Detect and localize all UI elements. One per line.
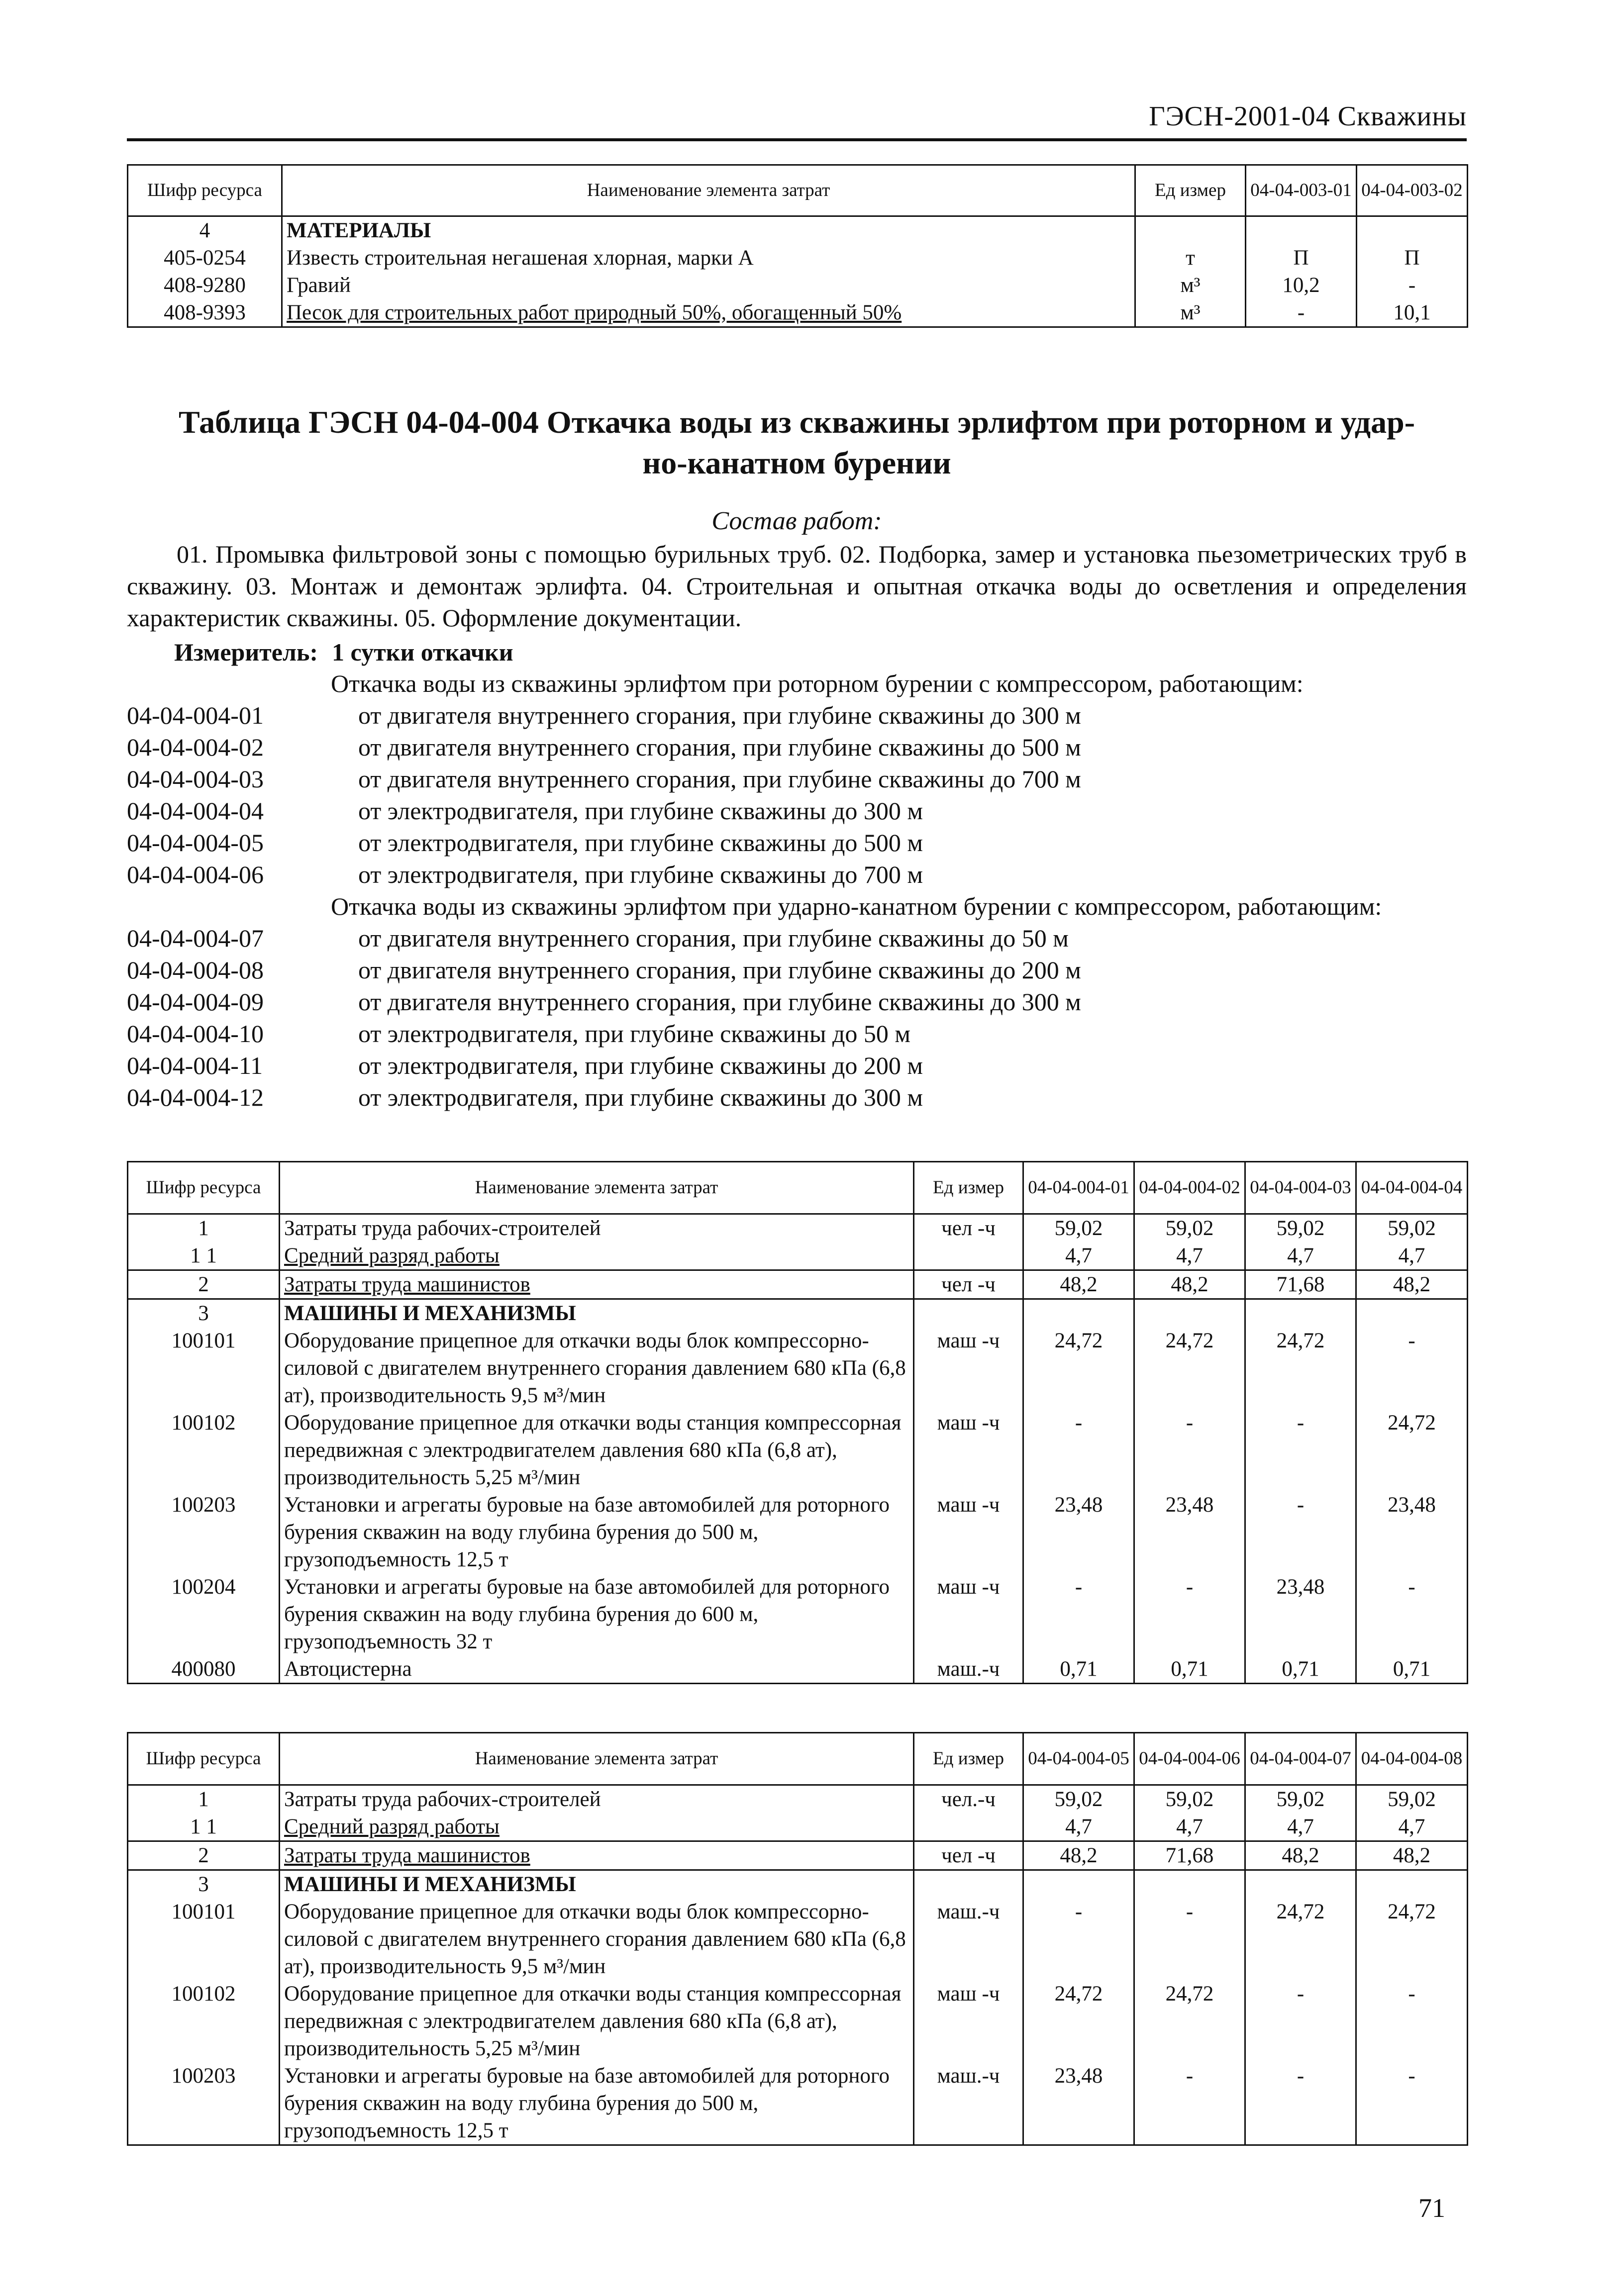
norm-value: - [1134, 1409, 1245, 1491]
resource-name: Гравий [282, 272, 1135, 299]
resource-unit: м³ [1135, 272, 1246, 299]
table-row [128, 1299, 1468, 1328]
resource-code: 2 [128, 1270, 280, 1299]
table-row [128, 1491, 1468, 1573]
norm-description: от электродвигателя, при глубине скважины до 300 м [358, 797, 923, 825]
table-row [128, 272, 1468, 299]
list-item [127, 699, 1467, 731]
resource-unit: чел -ч [914, 1270, 1023, 1299]
materials-table [127, 164, 1468, 328]
norm-description: от двигателя внутреннего сгорания, при глубине скважины до 200 м [358, 956, 1081, 984]
norm-description: от электродвигателя, при глубине скважины до 200 м [358, 1052, 923, 1079]
norm-description: от двигателя внутреннего сгорания, при глубине скважины до 50 м [358, 924, 1069, 952]
col-header-name: Наименование элемента затрат [280, 1162, 914, 1214]
norm-value: 24,72 [1356, 1409, 1468, 1491]
norm-value: - [1023, 1409, 1134, 1491]
resource-name: Оборудование прицепное для откачки воды блок компрессорно-силовой с двигателем внутреннего сгорания давлением 680 кПа (6,8 ат), производительность 9,5 м³/мин [280, 1327, 914, 1409]
composition-heading: Состав работ: [711, 507, 882, 535]
composition-text: 01. Промывка фильтровой зоны с помощью бурильных труб. 02. Подборка, замер и установка пьезометрических труб в скважину. 03. Монтаж и демонтаж эрлифта. 04. Строительная и опытная откачка воды до осветления и определения характеристик скважины. 05. Оформление документации. [127, 540, 1467, 632]
norm-value: 0,71 [1356, 1655, 1468, 1684]
norm-value: - [1356, 1980, 1468, 2062]
norm-value: - [1134, 1573, 1245, 1655]
norm-value: - [1245, 2062, 1356, 2145]
resources-table-1 [127, 1161, 1468, 1684]
norm-value: 23,48 [1134, 1491, 1245, 1573]
measure-value: 1 сутки откачки [332, 638, 513, 666]
list-item [127, 1081, 1467, 1113]
norm-value: П [1357, 244, 1468, 272]
resource-unit: чел -ч [914, 1841, 1023, 1870]
col-header-norm: 04-04-004-06 [1134, 1733, 1245, 1785]
col-header-norm: 04-04-004-05 [1023, 1733, 1134, 1785]
resource-unit [1135, 216, 1246, 245]
resource-name: Затраты труда рабочих-строителей [280, 1785, 914, 1814]
resource-name: Затраты труда рабочих-строителей [280, 1214, 914, 1243]
col-header-norm: 04-04-004-03 [1245, 1162, 1356, 1214]
resource-code: 400080 [128, 1655, 280, 1684]
norm-value: 10,2 [1246, 272, 1357, 299]
list-item [127, 1050, 1467, 1081]
norm-value [1356, 1299, 1468, 1328]
col-header-norm: 04-04-004-08 [1356, 1733, 1468, 1785]
resource-unit: маш.-ч [914, 1898, 1023, 1980]
group-title: Откачка воды из скважины эрлифтом при ударно-канатном бурении с компрессором, работающим: [331, 892, 1382, 920]
norm-code: 04-04-004-12 [127, 1083, 264, 1111]
group-items [127, 922, 1467, 1113]
resource-code: 405-0254 [128, 244, 282, 272]
resource-name: Установки и агрегаты буровые на базе автомобилей для роторного бурения скважин на воду глубина бурения до 500 м, грузоподъемность 12,5 т [280, 2062, 914, 2145]
resource-code: 408-9393 [128, 299, 282, 327]
resource-unit [914, 1813, 1023, 1841]
norm-value: 24,72 [1023, 1327, 1134, 1409]
norm-value: - [1023, 1898, 1134, 1980]
norm-value [1134, 1299, 1245, 1328]
norm-code: 04-04-004-06 [127, 861, 264, 888]
norm-value: 48,2 [1023, 1841, 1134, 1870]
list-item [127, 827, 1467, 859]
table-row [128, 1841, 1468, 1870]
norm-value: 59,02 [1245, 1785, 1356, 1814]
table-row [128, 299, 1468, 327]
col-header-norm: 04-04-004-01 [1023, 1162, 1134, 1214]
resource-code: 100101 [128, 1898, 280, 1980]
header-title: ГЭСН-2001-04 Скважины [1149, 101, 1467, 132]
resource-unit: маш -ч [914, 1980, 1023, 2062]
list-item [127, 795, 1467, 827]
resource-code: 1 [128, 1214, 280, 1243]
col-header-unit: Ед измер [914, 1162, 1023, 1214]
table-row [128, 1980, 1468, 2062]
resource-unit: чел -ч [914, 1214, 1023, 1243]
resource-code: 3 [128, 1870, 280, 1899]
norm-value: - [1134, 1898, 1245, 1980]
list-item [127, 859, 1467, 890]
col-header-norm: 04-04-004-07 [1245, 1733, 1356, 1785]
table-row [128, 2062, 1468, 2145]
norm-description: от электродвигателя, при глубине скважины до 500 м [358, 829, 923, 857]
resource-code: 2 [128, 1841, 280, 1870]
norm-value: 48,2 [1134, 1270, 1245, 1299]
resource-unit: маш -ч [914, 1491, 1023, 1573]
norm-value [1023, 1299, 1134, 1328]
list-item [127, 922, 1467, 954]
list-item [127, 763, 1467, 795]
norm-value: 0,71 [1134, 1655, 1245, 1684]
norm-value: - [1356, 1573, 1468, 1655]
resource-code: 408-9280 [128, 272, 282, 299]
norm-code: 04-04-004-10 [127, 1020, 264, 1048]
norm-value: 23,48 [1245, 1573, 1356, 1655]
resource-unit [914, 1299, 1023, 1328]
resource-code: 100203 [128, 2062, 280, 2145]
norm-value: 24,72 [1245, 1327, 1356, 1409]
norm-value: 24,72 [1245, 1898, 1356, 1980]
norm-value: 71,68 [1134, 1841, 1245, 1870]
norm-description: от электродвигателя, при глубине скважины до 50 м [358, 1020, 911, 1048]
resource-unit: м³ [1135, 299, 1246, 327]
norm-code: 04-04-004-01 [127, 701, 264, 729]
group-title: Откачка воды из скважины эрлифтом при роторном бурении с компрессором, работающим: [331, 670, 1304, 697]
resource-name: Установки и агрегаты буровые на базе автомобилей для роторного бурения скважин на воду глубина бурения до 600 м, грузоподъемность 32 т [280, 1573, 914, 1655]
norm-value: 48,2 [1245, 1841, 1356, 1870]
norm-value: 24,72 [1356, 1898, 1468, 1980]
resource-name: МАШИНЫ И МЕХАНИЗМЫ [280, 1870, 914, 1899]
norm-description: от двигателя внутреннего сгорания, при глубине скважины до 500 м [358, 733, 1081, 761]
table-row [128, 1409, 1468, 1491]
list-item [127, 986, 1467, 1018]
col-header-code: Шифр ресурса [128, 165, 282, 216]
table-row [128, 1870, 1468, 1899]
norm-value: 0,71 [1023, 1655, 1134, 1684]
resource-name: Известь строительная негашеная хлорная, марки А [282, 244, 1135, 272]
resource-name: Автоцистерна [280, 1655, 914, 1684]
table-row [128, 216, 1468, 245]
col-header-norm: 04-04-003-02 [1357, 165, 1468, 216]
norm-code: 04-04-004-07 [127, 924, 264, 952]
norm-value: 4,7 [1023, 1242, 1134, 1270]
norm-value [1356, 1870, 1468, 1899]
table-row [128, 244, 1468, 272]
resource-unit: маш.-ч [914, 1655, 1023, 1684]
norm-value: - [1134, 2062, 1245, 2145]
norm-value [1134, 1870, 1245, 1899]
norm-value [1023, 1870, 1134, 1899]
norm-description: от электродвигателя, при глубине скважины до 300 м [358, 1083, 923, 1111]
resource-code: 1 1 [128, 1242, 280, 1270]
norm-value: - [1356, 1327, 1468, 1409]
norm-value: 23,48 [1023, 1491, 1134, 1573]
norm-code: 04-04-004-04 [127, 797, 264, 825]
table-row [128, 1242, 1468, 1270]
col-header-norm: 04-04-003-01 [1246, 165, 1357, 216]
table-row [128, 1813, 1468, 1841]
norm-value: 48,2 [1023, 1270, 1134, 1299]
resource-code: 100203 [128, 1491, 280, 1573]
col-header-unit: Ед измер [1135, 165, 1246, 216]
norm-value: 24,72 [1134, 1980, 1245, 2062]
norm-value: 4,7 [1245, 1813, 1356, 1841]
norm-value: 59,02 [1356, 1214, 1468, 1243]
col-header-norm: 04-04-004-04 [1356, 1162, 1468, 1214]
resource-unit [914, 1870, 1023, 1899]
measure-label: Измеритель: [174, 638, 318, 666]
resources-table-2 [127, 1732, 1468, 2146]
norm-description: от электродвигателя, при глубине скважины до 700 м [358, 861, 923, 888]
norm-value: 10,1 [1357, 299, 1468, 327]
norm-value: 4,7 [1134, 1813, 1245, 1841]
norm-value: 4,7 [1023, 1813, 1134, 1841]
resource-code: 100102 [128, 1980, 280, 2062]
norm-value: - [1023, 1573, 1134, 1655]
resource-name: Оборудование прицепное для откачки воды станция компрессорная передвижная с электродвигателем давления 680 кПа (6,8 ат), производительность 5,25 м³/мин [280, 1409, 914, 1491]
list-item [127, 1018, 1467, 1050]
col-header-name: Наименование элемента затрат [282, 165, 1135, 216]
resource-code: 100204 [128, 1573, 280, 1655]
norm-value: - [1245, 1409, 1356, 1491]
table-title-line: Таблица ГЭСН 04-04-004 Откачка воды из скважины эрлифтом при роторном и удар- [179, 404, 1415, 440]
norm-value: 23,48 [1023, 2062, 1134, 2145]
norm-code: 04-04-004-09 [127, 988, 264, 1016]
resource-unit: т [1135, 244, 1246, 272]
table-row [128, 1898, 1468, 1980]
table-row [128, 1270, 1468, 1299]
norm-value: 24,72 [1023, 1980, 1134, 2062]
measure-line [174, 638, 513, 667]
norm-code: 04-04-004-08 [127, 956, 264, 984]
norm-value [1245, 1870, 1356, 1899]
norm-description: от двигателя внутреннего сгорания, при глубине скважины до 300 м [358, 701, 1081, 729]
norm-code: 04-04-004-03 [127, 765, 264, 793]
norm-value: - [1357, 272, 1468, 299]
norm-list [127, 668, 1467, 1113]
resource-unit: маш -ч [914, 1327, 1023, 1409]
norm-value [1246, 216, 1357, 245]
resource-name: Средний разряд работы [280, 1813, 914, 1841]
running-header [127, 99, 1467, 141]
resource-name: МАШИНЫ И МЕХАНИЗМЫ [280, 1299, 914, 1328]
group-items [127, 699, 1467, 890]
resource-unit: маш.-ч [914, 2062, 1023, 2145]
norm-value: 59,02 [1023, 1785, 1134, 1814]
resource-code: 1 [128, 1785, 280, 1814]
resource-name: Оборудование прицепное для откачки воды блок компрессорно-силовой с двигателем внутреннего сгорания давлением 680 кПа (6,8 ат), производительность 9,5 м³/мин [280, 1898, 914, 1980]
resource-name: Оборудование прицепное для откачки воды станция компрессорная передвижная с электродвигателем давления 680 кПа (6,8 ат), производительность 5,25 м³/мин [280, 1980, 914, 2062]
norm-value: 59,02 [1356, 1785, 1468, 1814]
norm-value: 48,2 [1356, 1841, 1468, 1870]
norm-code: 04-04-004-11 [127, 1052, 263, 1079]
norm-value [1245, 1299, 1356, 1328]
norm-value: - [1356, 2062, 1468, 2145]
norm-value: - [1245, 1980, 1356, 2062]
table-row [128, 1327, 1468, 1409]
resource-name: МАТЕРИАЛЫ [282, 216, 1135, 245]
norm-value [1357, 216, 1468, 245]
col-header-unit: Ед измер [914, 1733, 1023, 1785]
norm-code: 04-04-004-05 [127, 829, 264, 857]
norm-value: 59,02 [1134, 1785, 1245, 1814]
resource-unit: маш -ч [914, 1409, 1023, 1491]
norm-value: 4,7 [1356, 1242, 1468, 1270]
resource-name: Песок для строительных работ природный 50%, обогащенный 50% [282, 299, 1135, 327]
resource-unit: чел.-ч [914, 1785, 1023, 1814]
col-header-norm: 04-04-004-02 [1134, 1162, 1245, 1214]
col-header-code: Шифр ресурса [128, 1733, 280, 1785]
norm-description: от двигателя внутреннего сгорания, при глубине скважины до 700 м [358, 765, 1081, 793]
norm-code: 04-04-004-02 [127, 733, 264, 761]
resource-name: Средний разряд работы [280, 1242, 914, 1270]
norm-value: 59,02 [1134, 1214, 1245, 1243]
resource-name: Установки и агрегаты буровые на базе автомобилей для роторного бурения скважин на воду глубина бурения до 500 м, грузоподъемность 12,5 т [280, 1491, 914, 1573]
resource-code: 100101 [128, 1327, 280, 1409]
norm-value: П [1246, 244, 1357, 272]
norm-value: 4,7 [1134, 1242, 1245, 1270]
resource-unit: маш -ч [914, 1573, 1023, 1655]
table-row [128, 1785, 1468, 1814]
resource-code: 4 [128, 216, 282, 245]
norm-value: 4,7 [1245, 1242, 1356, 1270]
resource-name: Затраты труда машинистов [280, 1270, 914, 1299]
list-item [127, 954, 1467, 986]
norm-value: - [1246, 299, 1357, 327]
norm-value: 0,71 [1245, 1655, 1356, 1684]
resource-code: 100102 [128, 1409, 280, 1491]
resource-unit [914, 1242, 1023, 1270]
resource-name: Затраты труда машинистов [280, 1841, 914, 1870]
table-title-line: но-канатном бурении [642, 445, 951, 480]
norm-value: 59,02 [1245, 1214, 1356, 1243]
norm-value: - [1245, 1491, 1356, 1573]
resource-code: 1 1 [128, 1813, 280, 1841]
norm-value: 4,7 [1356, 1813, 1468, 1841]
norm-value: 24,72 [1134, 1327, 1245, 1409]
col-header-name: Наименование элемента затрат [280, 1733, 914, 1785]
norm-value: 59,02 [1023, 1214, 1134, 1243]
list-item [127, 731, 1467, 763]
table-row [128, 1655, 1468, 1684]
table-title [127, 402, 1467, 483]
resource-code: 3 [128, 1299, 280, 1328]
norm-value: 71,68 [1245, 1270, 1356, 1299]
table-row [128, 1573, 1468, 1655]
table-row [128, 1214, 1468, 1243]
norm-value: 23,48 [1356, 1491, 1468, 1573]
norm-value: 48,2 [1356, 1270, 1468, 1299]
page-number: 71 [1418, 2193, 1445, 2223]
col-header-code: Шифр ресурса [128, 1162, 280, 1214]
norm-description: от двигателя внутреннего сгорания, при глубине скважины до 300 м [358, 988, 1081, 1016]
